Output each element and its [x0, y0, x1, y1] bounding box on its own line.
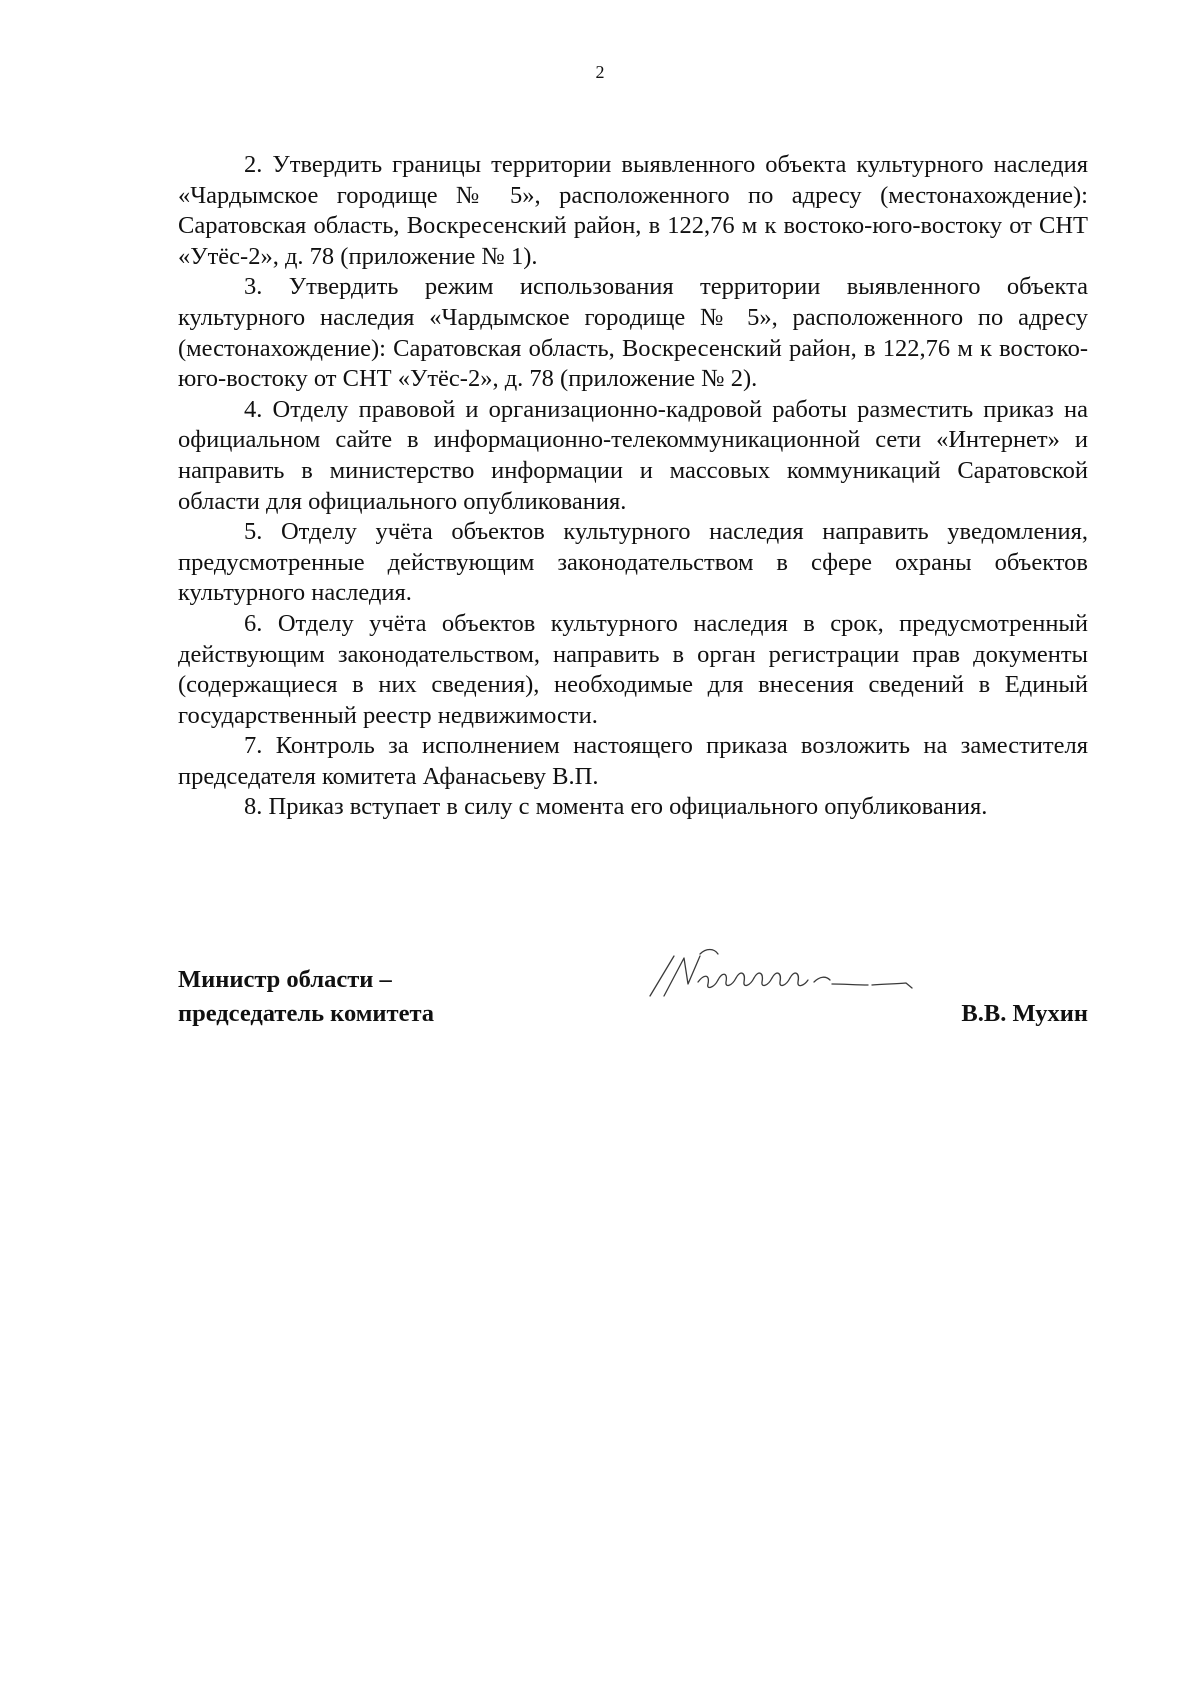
paragraph-3-usage-regime: 3. Утвердить режим использования территории выявленного объекта культурного наследия «Чардымское городище № 5», расположенного по адресу (местонахождение): Саратовская область, Воскресенский район, в 122,76 м к востоко-юго-востоку от СНТ «Утёс-2», д. 78 (приложение № 2).	[178, 273, 1088, 393]
paragraph-2-boundaries: 2. Утвердить границы территории выявленного объекта культурного наследия «Чардымское городище № 5», расположенного по адресу (местонахождение): Саратовская область, Воскресенский район, в 122,76 м к востоко-юго-востоку от СНТ «Утёс-2», д. 78 (приложение № 1).	[178, 151, 1088, 270]
page-number: 2	[595, 62, 605, 82]
signer-position-line-2: председатель комитета	[178, 1000, 435, 1027]
signer-position	[178, 963, 434, 1031]
paragraph-6-registration: 6. Отделу учёта объектов культурного наследия в срок, предусмотренный действующим законодательством, направить в орган регистрации прав документы (содержащиеся в них сведения), необходимые для внесения сведений в Единый государственный реестр недвижимости.	[178, 609, 1088, 729]
paragraph-8-effective-date: 8. Приказ вступает в силу с момента его официального опубликования.	[244, 793, 988, 821]
paragraph-5-notifications: 5. Отделу учёта объектов культурного наследия направить уведомления, предусмотренные действующим законодательством в сфере охраны объектов культурного наследия.	[178, 518, 1088, 607]
handwritten-signature-icon	[640, 938, 930, 1018]
paragraph-4-publication: 4. Отделу правовой и организационно-кадровой работы разместить приказ на официальном сайте в информационно-телекоммуникационной сети «Интернет» и направить в министерство информации и массовых коммуникаций Саратовской области для официального опубликования.	[178, 395, 1088, 515]
order-body	[178, 150, 1088, 823]
paragraph-7-control: 7. Контроль за исполнением настоящего приказа возложить на заместителя председателя комитета Афанасьеву В.П.	[178, 732, 1088, 790]
signer-name: В.В. Мухин	[961, 1000, 1088, 1027]
signer-position-line-1: Министр области –	[178, 966, 392, 993]
